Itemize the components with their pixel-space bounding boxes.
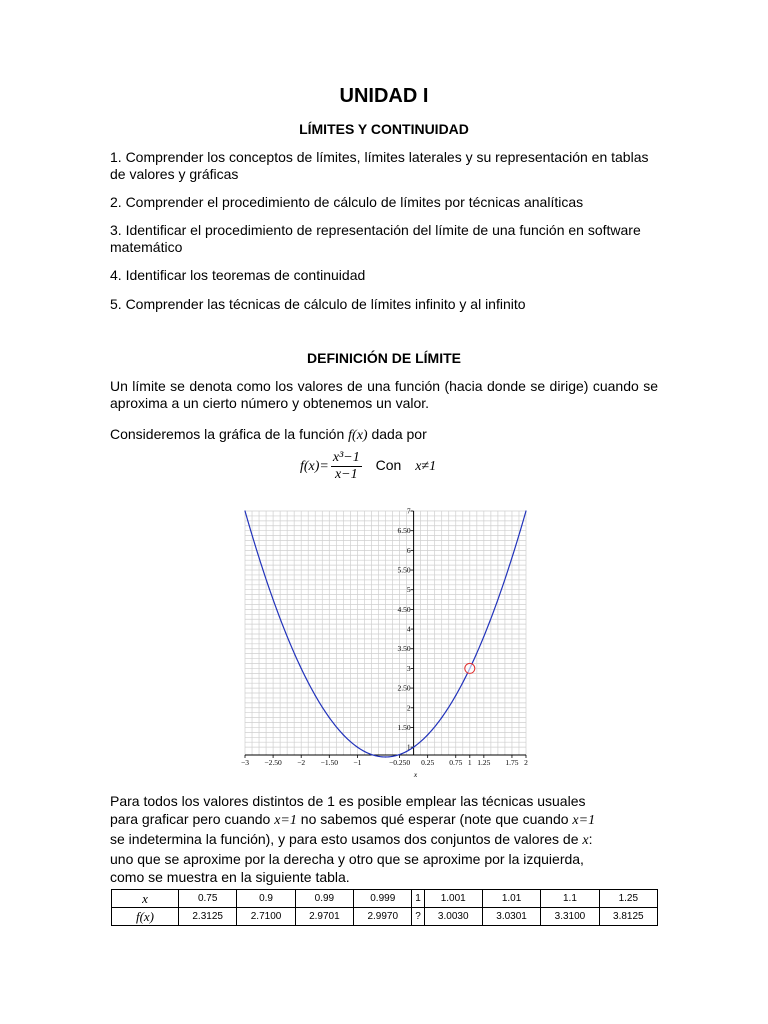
curve-point xyxy=(413,747,414,748)
explanation-line-4: uno que se aproxime por la derecha y otro que se aproxime por la izquierda, xyxy=(110,851,584,867)
y-tick-label: 7 xyxy=(406,506,411,516)
curve-point xyxy=(301,668,302,669)
values-table xyxy=(111,889,658,926)
x-tick-label: −2.50 xyxy=(264,758,282,767)
table-cell: 3.8125 xyxy=(599,908,657,926)
curve-point xyxy=(258,557,259,558)
table-cell: 2.3125 xyxy=(179,908,237,926)
explanation-paragraph xyxy=(110,792,658,886)
objective-3: 3. Identificar el procedimiento de representación del límite de una función en software matemático xyxy=(110,222,641,255)
explanation-x-eq-1-b: x=1 xyxy=(572,813,596,828)
curve-point xyxy=(357,747,358,748)
function-formula xyxy=(300,450,600,494)
definition-title: DEFINICIÓN DE LÍMITE xyxy=(307,350,461,366)
table-cell: 2.9701 xyxy=(295,908,353,926)
table-row-x xyxy=(112,890,658,908)
table-cell: 1.1 xyxy=(541,890,599,908)
x-tick-label: 1.25 xyxy=(477,758,491,767)
formula-condition: x≠1 xyxy=(415,459,437,475)
curve-point xyxy=(273,599,274,600)
curve-point xyxy=(455,695,456,696)
y-tick-label: 6 xyxy=(406,545,411,555)
table-header-fx: f(x) xyxy=(112,908,179,926)
y-tick-label: 4.50 xyxy=(397,604,411,614)
consider-text-before: Consideremos la gráfica de la función xyxy=(110,426,349,442)
table-cell: 0.9 xyxy=(237,890,295,908)
explanation-line-2a: para graficar pero cuando xyxy=(110,811,275,827)
consider-text-after: dada por xyxy=(367,426,427,442)
explanation-line-5: como se muestra en la siguiente tabla. xyxy=(110,869,350,885)
table-cell: 1.001 xyxy=(424,890,482,908)
curve-point xyxy=(497,599,498,600)
definition-paragraph: Un límite se denota como los valores de una función (hacia donde se dirige) cuando se aproxima a un cierto número y obtenemos un valor. xyxy=(110,378,658,411)
explanation-line-1: Para todos los valores distintos de 1 es posible emplear las técnicas usuales xyxy=(110,793,586,809)
explanation-line-2 xyxy=(110,810,658,830)
explanation-x-eq-1: x=1 xyxy=(274,813,297,828)
curve-point xyxy=(385,756,386,757)
objective-4: 4. Identificar los teoremas de continuidad xyxy=(110,267,366,283)
x-tick-label: 1.75 xyxy=(505,758,519,767)
explanation-line-3b: : xyxy=(588,831,593,847)
curve-point xyxy=(287,636,288,637)
y-tick-label: 6.50 xyxy=(397,526,411,536)
table-cell: 3.3100 xyxy=(541,908,599,926)
explanation-x: x xyxy=(582,833,589,848)
curve-point xyxy=(525,510,526,511)
table-cell: 0.999 xyxy=(354,890,412,908)
graph-grid xyxy=(245,511,526,755)
objective-5: 5. Comprender las técnicas de cálculo de límites infinito y al infinito xyxy=(110,296,526,312)
table-cell: ? xyxy=(412,908,424,926)
explanation-line-3a: se indetermina la función), y para esto usamos dos conjuntos de valores de xyxy=(110,831,583,847)
table-cell: 2.7100 xyxy=(237,908,295,926)
table-cell: 1.25 xyxy=(599,890,657,908)
x-tick-label: 2 xyxy=(524,758,528,767)
x-axis-label: x xyxy=(413,770,418,779)
x-tick-label: 1 xyxy=(467,758,472,767)
x-tick-label: −3 xyxy=(241,758,249,767)
formula-fraction xyxy=(331,450,362,483)
y-tick-label: 1.50 xyxy=(397,722,411,732)
formula-lhs: f(x)= xyxy=(300,459,329,475)
consider-fx: f(x) xyxy=(348,428,368,443)
curve-point xyxy=(427,734,428,735)
x-tick-label: −1.50 xyxy=(320,758,338,767)
curve-point xyxy=(315,695,316,696)
curve-point xyxy=(483,636,484,637)
table-cell: 0.99 xyxy=(295,890,353,908)
y-tick-label: 4 xyxy=(406,624,411,634)
graph-tick-labels xyxy=(241,507,528,780)
removable-discontinuity-marker xyxy=(465,663,475,673)
objective-2: 2. Comprender el procedimiento de cálculo de límites por técnicas analíticas xyxy=(110,194,584,210)
y-tick-label: 5.50 xyxy=(397,565,411,575)
y-tick-label: 5 xyxy=(406,585,411,595)
curve-point xyxy=(371,754,372,755)
y-tick-label: 3.50 xyxy=(397,644,411,654)
y-tick-label: 2 xyxy=(406,703,411,713)
table-cell: 3.0030 xyxy=(424,908,482,926)
formula-con: Con xyxy=(375,457,402,474)
x-tick-label: −2 xyxy=(297,758,306,767)
explanation-line-3 xyxy=(110,830,658,850)
consider-line xyxy=(110,426,658,444)
objective-1: 1. Comprender los conceptos de límites, límites laterales y su representación en tablas de valores y gráficas xyxy=(110,149,649,182)
x-tick-label: −1 xyxy=(353,758,362,767)
table-cell: 1 xyxy=(412,890,424,908)
y-tick-label: 3 xyxy=(406,663,411,673)
table-cell: 2.9970 xyxy=(354,908,412,926)
function-graph xyxy=(230,505,540,780)
table-header-x: x xyxy=(112,890,179,908)
x-tick-label: 0.25 xyxy=(421,758,435,767)
curve-point xyxy=(511,557,512,558)
table-cell: 1.01 xyxy=(482,890,540,908)
y-tick-label: 2.50 xyxy=(397,683,411,693)
curve-point xyxy=(399,754,400,755)
curve-point xyxy=(329,717,330,718)
x-tick-label: 0.75 xyxy=(449,758,463,767)
curve-point xyxy=(441,717,442,718)
x-tick-label: −0.250 xyxy=(388,758,411,767)
formula-denominator: x−1 xyxy=(334,467,358,482)
section-title: LÍMITES Y CONTINUIDAD xyxy=(299,121,469,137)
formula-numerator: x³−1 xyxy=(332,450,360,465)
table-cell: 0.75 xyxy=(179,890,237,908)
unit-heading: UNIDAD I xyxy=(339,85,429,107)
curve-point xyxy=(244,510,245,511)
y-tick-label: 1 xyxy=(406,742,411,752)
table-row-fx xyxy=(112,908,658,926)
explanation-line-2b: no sabemos qué esperar (note que cuando xyxy=(296,811,573,827)
curve-point xyxy=(343,734,344,735)
table-cell: 3.0301 xyxy=(482,908,540,926)
